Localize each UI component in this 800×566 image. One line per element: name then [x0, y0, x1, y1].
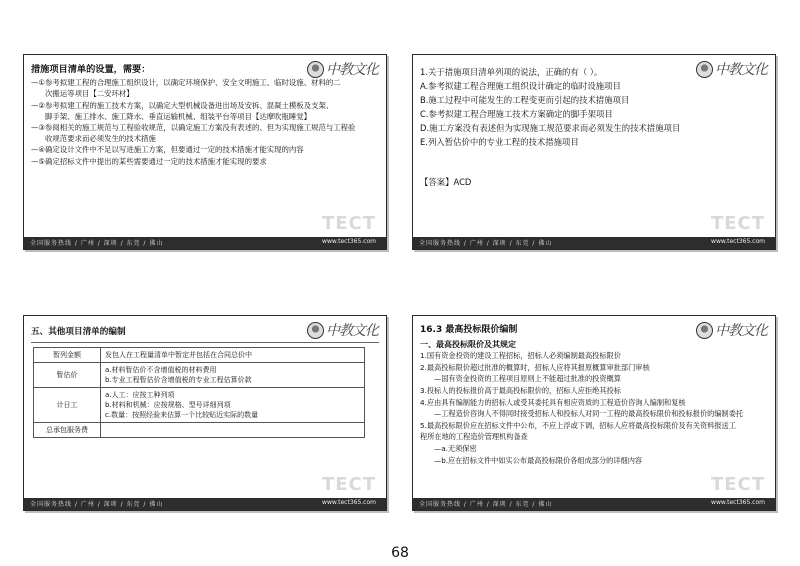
watermark: TECT	[710, 474, 765, 495]
row-line: 发包人在工程量清单中暂定并包括在合同总价中	[105, 351, 252, 359]
list-item: —②参考拟建工程的施工技术方案，以确定大型机械设备进出场及安拆、混凝土模板及支架、	[31, 100, 334, 110]
row-key: 暂估价	[34, 363, 101, 388]
option-b: B.施工过程中可能发生的工程变更而引起的技术措施项目	[420, 95, 630, 105]
option-a: A.参考拟建工程合理施工组织设计确定的临时设施项目	[420, 81, 621, 91]
slide-max-bid-limit	[412, 315, 776, 511]
row-key: 总承包服务费	[34, 423, 101, 438]
list-item: 程所在地的工程造价管理机构备查	[420, 432, 528, 442]
list-item: —工程造价咨询人不得同时接受招标人和投标人对同一工程的最高投标限价和投标报价的编制委托	[434, 409, 744, 419]
list-item: 脚手架、施工排水、施工降水、垂直运输机械、组装平台等项目【达摩吹瓶睡觉】	[45, 111, 312, 121]
footer-url: www.tect365.com	[322, 238, 376, 245]
logo-text: 中教文化	[715, 323, 767, 339]
list-item: 4.应由具有编制能力的招标人或受其委托具有相应资质的工程造价咨询人编制和复核	[420, 397, 686, 407]
other-items-table	[33, 347, 365, 438]
footer-url: www.tect365.com	[322, 499, 376, 506]
row-value	[101, 348, 365, 363]
list-item: 5.最高投标限价应在招标文件中公布，不应上浮或下调，招标人应将最高投标限价及有关资料报送工	[420, 420, 736, 430]
slide-heading: 16.3 最高投标限价编制	[420, 325, 518, 335]
avatar-icon	[307, 322, 324, 339]
logo-text: 中教文化	[326, 62, 378, 78]
footer-left-text: 全国服务热线 / 广州 / 深圳 / 东莞 / 佛山	[419, 240, 553, 247]
watermark: TECT	[321, 474, 376, 495]
table-row	[34, 363, 365, 388]
list-item: —③参阅相关的施工规范与工程验收规范，以确定施工方案没有表述的、但为实现施工规范与工程验	[31, 123, 356, 133]
footer-bar	[24, 498, 386, 510]
row-value	[101, 363, 365, 388]
logo-text: 中教文化	[326, 323, 378, 339]
list-item: —国有资金投资的工程项目原则上不能超过批准的投资概算	[434, 374, 621, 384]
question-text: 1.关于措施项目清单列项的说法，正确的有（ ）。	[420, 67, 603, 77]
brand-logo	[307, 320, 378, 340]
footer-bar	[413, 237, 775, 249]
page-number: 68	[391, 545, 409, 561]
slide-measures-setup	[23, 54, 387, 250]
row-line: b.专业工程暂估价含增值税的专业工程估算价款	[105, 376, 252, 384]
table-row	[34, 388, 365, 423]
row-line	[105, 425, 360, 435]
list-item: —a.无须保密	[434, 443, 477, 453]
list-item: —④确定设计文件中不足以写进施工方案，但要通过一定的技术措施才能实现的内容	[31, 145, 304, 155]
slide-other-items	[23, 315, 387, 511]
logo-text: 中教文化	[715, 62, 767, 78]
option-e: E.列入暂估价中的专业工程的技术措施项目	[420, 137, 579, 147]
row-line: a.人工：应按工种列项	[105, 391, 175, 399]
list-item: 收规范要求而必须发生的技术措施	[45, 134, 156, 144]
list-item: 1.国有资金投资的建设工程招标，招标人必须编制最高投标限价	[420, 351, 621, 361]
row-line: a.材料暂估价不含增值税的材料费用	[105, 366, 217, 374]
table-row	[34, 423, 365, 438]
list-item: 3.投标人的投标报价高于最高投标限价的，招标人应拒绝其投标	[420, 385, 621, 395]
footer-bar	[413, 498, 775, 510]
subheading: 一、最高投标限价及其规定	[420, 339, 516, 349]
slide-heading: 措施项目清单的设置，需要：	[31, 64, 151, 75]
list-item: 2.最高投标限价超过批准的概算时，招标人应将其报原概算审批部门审核	[420, 362, 650, 372]
list-item: 次搬运等项目【二安环材】	[45, 89, 134, 99]
watermark: TECT	[321, 213, 376, 234]
divider	[31, 342, 379, 343]
list-item: —b.应在招标文件中如实公布最高投标限价各组成部分的详细内容	[434, 455, 643, 465]
row-value	[101, 388, 365, 423]
footer-url: www.tect365.com	[711, 238, 765, 245]
footer-url: www.tect365.com	[711, 499, 765, 506]
row-key: 计日工	[34, 388, 101, 423]
answer-text: 【答案】ACD	[420, 177, 472, 187]
list-item: —⑤确定招标文件中提出的某些需要通过一定的技术措施才能实现的要求	[31, 156, 267, 166]
row-line: c.数量：按照经验来估算一个比较贴近实际的数量	[105, 411, 259, 419]
row-line: b.材料和机械：应按规格、型号详细列项	[105, 401, 231, 409]
table-row	[34, 348, 365, 363]
section-title: 五、其他项目清单的编制	[31, 327, 126, 337]
footer-left-text: 全国服务热线 / 广州 / 深圳 / 东莞 / 佛山	[30, 501, 164, 508]
footer-left-text: 全国服务热线 / 广州 / 深圳 / 东莞 / 佛山	[419, 501, 553, 508]
watermark: TECT	[710, 213, 765, 234]
footer-left-text: 全国服务热线 / 广州 / 深圳 / 东莞 / 佛山	[30, 240, 164, 247]
list-item: —①参考拟建工程的合理施工组织设计，以确定环境保护、安全文明施工、临时设施、材料的二	[31, 78, 341, 88]
option-c: C.参考拟建工程合理施工技术方案确定的脚手架项目	[420, 109, 613, 119]
row-value	[101, 423, 365, 438]
option-d: D.施工方案没有表述但为实现施工规范要求而必须发生的技术措施项目	[420, 123, 681, 133]
slide-question	[412, 54, 776, 250]
row-key: 暂列金额	[34, 348, 101, 363]
footer-bar	[24, 237, 386, 249]
